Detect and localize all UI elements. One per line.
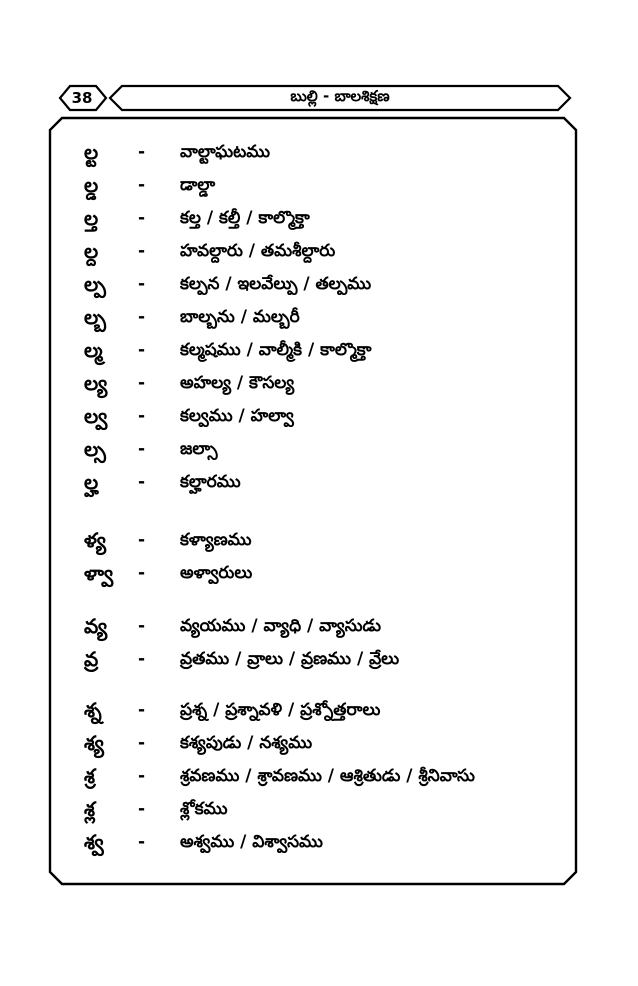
example-words: వాల్టాఘటము xyxy=(180,142,271,162)
conjunct-letter: ల్య xyxy=(84,371,108,395)
example-words: శ్లోకము xyxy=(180,799,228,819)
list-item xyxy=(0,334,638,366)
separator-dash: - xyxy=(138,175,146,195)
page-number: 38 xyxy=(71,89,93,107)
list-item xyxy=(0,610,638,642)
example-words: బాల్బను / మల్బరీ xyxy=(180,307,300,327)
list-item xyxy=(0,367,638,399)
conjunct-letter: ళ్య xyxy=(84,528,107,552)
conjunct-letter: ల్హ xyxy=(84,470,99,494)
list-item xyxy=(0,694,638,726)
separator-dash: - xyxy=(138,766,146,786)
separator-dash: - xyxy=(138,472,146,492)
list-item xyxy=(0,433,638,465)
list-item xyxy=(0,400,638,432)
separator-dash: - xyxy=(138,208,146,228)
separator-dash: - xyxy=(138,439,146,459)
example-words: కల్త / కల్తీ / కాల్మొక్తా xyxy=(180,208,310,228)
separator-dash: - xyxy=(138,700,146,720)
example-words: కల్వము / హల్వా xyxy=(180,406,294,426)
example-words: కళ్యాణము xyxy=(180,530,252,550)
conjunct-letter: శ్ల xyxy=(84,797,95,821)
conjunct-letter: శ్వ xyxy=(84,830,104,854)
list-item xyxy=(0,557,638,589)
conjunct-letter: వ్ర xyxy=(84,647,99,671)
example-words: కల్మషము / వాల్మీకి / కాల్మొక్తా xyxy=(180,340,372,360)
separator-dash: - xyxy=(138,733,146,753)
list-item xyxy=(0,524,638,556)
conjunct-letter: శ్య xyxy=(84,731,104,755)
list-item xyxy=(0,169,638,201)
example-words: అళ్వారులు xyxy=(180,563,253,583)
example-words: అశ్వము / విశ్వాసము xyxy=(180,832,323,852)
list-item xyxy=(0,793,638,825)
list-item xyxy=(0,727,638,759)
conjunct-letter: ల్డ xyxy=(84,173,99,197)
separator-dash: - xyxy=(138,799,146,819)
separator-dash: - xyxy=(138,649,146,669)
example-words: కల్హారము xyxy=(180,472,241,492)
example-words: జల్సా xyxy=(180,439,218,459)
example-words: కల్పన / ఇలవేల్పు / తల్పము xyxy=(180,274,372,294)
separator-dash: - xyxy=(138,307,146,327)
list-item xyxy=(0,136,638,168)
example-words: వ్యయము / వ్యాధి / వ్యాసుడు xyxy=(180,616,381,636)
separator-dash: - xyxy=(138,406,146,426)
list-item xyxy=(0,826,638,858)
example-words: శ్రవణము / శ్రావణము / ఆశ్రితుడు / శ్రీనివాసు xyxy=(180,766,475,786)
conjunct-letter: ల్మ xyxy=(84,338,103,362)
conjunct-letter: ల్బ xyxy=(84,305,107,329)
example-words: వ్రతము / వ్రాలు / వ్రణము / వ్రేలు xyxy=(180,649,400,669)
separator-dash: - xyxy=(138,530,146,550)
separator-dash: - xyxy=(138,142,146,162)
example-words: డాల్డా xyxy=(180,175,216,195)
conjunct-letter: శ్న xyxy=(84,698,102,722)
conjunct-letter: ల్ప xyxy=(84,272,106,296)
list-item xyxy=(0,643,638,675)
conjunct-letter: ళ్వా xyxy=(84,561,114,585)
example-words: హవల్దారు / తమశీల్దారు xyxy=(180,241,336,261)
list-item xyxy=(0,268,638,300)
separator-dash: - xyxy=(138,241,146,261)
list-item xyxy=(0,760,638,792)
separator-dash: - xyxy=(138,340,146,360)
conjunct-letter: వ్య xyxy=(84,614,108,638)
list-item xyxy=(0,202,638,234)
list-item xyxy=(0,466,638,498)
example-words: అహల్య / కౌసల్య xyxy=(180,373,295,393)
separator-dash: - xyxy=(138,616,146,636)
page-title: బుల్లి - బాలశిక్షణ xyxy=(290,87,390,105)
conjunct-letter: ల్వ xyxy=(84,404,108,428)
separator-dash: - xyxy=(138,274,146,294)
conjunct-letter: ల్స xyxy=(84,437,106,461)
conjunct-letter: ల్ద xyxy=(84,239,99,263)
example-words: ప్రశ్న / ప్రశ్నావళి / ప్రశ్నోత్తరాలు xyxy=(180,700,381,720)
conjunct-letter: ల్ట xyxy=(84,140,99,164)
list-item xyxy=(0,235,638,267)
list-item xyxy=(0,301,638,333)
conjunct-letter: ల్త xyxy=(84,206,99,230)
separator-dash: - xyxy=(138,563,146,583)
separator-dash: - xyxy=(138,373,146,393)
example-words: కశ్యపుడు / నశ్యము xyxy=(180,733,313,753)
separator-dash: - xyxy=(138,832,146,852)
conjunct-letter: శ్ర xyxy=(84,764,95,788)
